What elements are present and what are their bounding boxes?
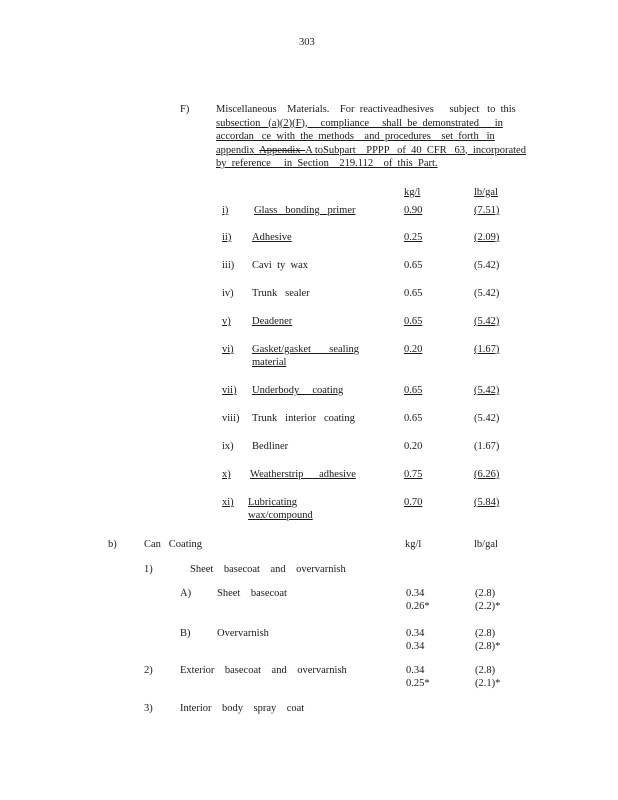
- section-f-line: accordan ce with the methods and procedures set forth in: [216, 131, 495, 142]
- material-lb: (2.09): [474, 232, 500, 243]
- section-f-text: A toSubpart PPPP of 40 CFR 63, incorporated: [305, 144, 526, 156]
- material-kg: 0.65: [404, 413, 423, 424]
- kg-header: kg/l: [404, 187, 421, 198]
- can-item-kg-alt: 0.25*: [406, 678, 430, 689]
- material-kg: 0.65: [404, 260, 423, 271]
- can-item-kg: 0.34: [406, 588, 425, 599]
- section-f-paragraph: [216, 103, 526, 171]
- can-item-lb-alt: (2.2)*: [475, 601, 501, 612]
- material-number: vi): [222, 344, 234, 355]
- material-kg: 0.90: [404, 205, 423, 216]
- can-item-lb: (2.8): [475, 588, 496, 599]
- section-f-line: Miscellaneous Materials. For reactiveadhesives subject to this: [216, 104, 516, 115]
- page-number: 303: [299, 37, 315, 48]
- section-b-title: Can Coating: [144, 539, 203, 550]
- material-name: Weatherstrip adhesive: [250, 469, 356, 480]
- can-item-number: 1): [144, 564, 153, 575]
- can-item-label: Overvarnish: [217, 628, 269, 639]
- material-number: ix): [222, 441, 234, 452]
- can-item-number: B): [180, 628, 191, 639]
- can-item-lb: (2.8): [475, 628, 496, 639]
- material-lb: (5.42): [474, 288, 500, 299]
- can-item-number: 3): [144, 703, 153, 714]
- section-f-marker: F): [180, 104, 190, 115]
- section-b-lb-header: lb/gal: [474, 539, 498, 550]
- section-f-line: subsection (a)(2)(F), compliance shall be demonstrated in: [216, 117, 503, 129]
- can-item-number: 2): [144, 665, 153, 676]
- section-b-kg-header: kg/l: [405, 539, 422, 550]
- can-item-label: Exterior basecoat and overvarnish: [180, 665, 347, 676]
- material-kg: 0.65: [404, 288, 423, 299]
- material-name: Cavi ty wax: [252, 260, 308, 271]
- material-name: Lubricating: [248, 497, 297, 508]
- material-kg: 0.20: [404, 344, 423, 355]
- material-kg: 0.75: [404, 469, 423, 480]
- material-name: Glass bonding primer: [254, 205, 356, 216]
- can-item-lb-alt: (2.8)*: [475, 641, 501, 652]
- material-kg: 0.20: [404, 441, 423, 452]
- material-name-cont: material: [252, 357, 287, 368]
- material-kg: 0.65: [404, 385, 423, 396]
- material-lb: (5.42): [474, 316, 500, 327]
- material-name-cont: wax/compound: [248, 510, 313, 521]
- material-name: Trunk interior coating: [252, 413, 355, 424]
- material-name: Underbody coating: [252, 385, 344, 396]
- material-number: ii): [222, 232, 232, 243]
- material-lb: (7.51): [474, 205, 500, 216]
- material-lb: (5.42): [474, 385, 500, 396]
- can-item-label: Sheet basecoat and overvarnish: [190, 564, 346, 575]
- material-number: viii): [222, 413, 240, 424]
- section-f-line: [216, 144, 526, 158]
- material-name: Trunk sealer: [252, 288, 310, 299]
- struck-text: Appendix: [259, 144, 306, 156]
- material-lb: (5.42): [474, 260, 500, 271]
- can-item-kg-alt: 0.26*: [406, 601, 430, 612]
- material-number: xi): [222, 497, 234, 508]
- material-number: x): [222, 469, 231, 480]
- material-kg: 0.70: [404, 497, 423, 508]
- can-item-lb-alt: (2.1)*: [475, 678, 501, 689]
- can-item-number: A): [180, 588, 192, 599]
- material-number: iii): [222, 260, 235, 271]
- material-lb: (6.26): [474, 469, 500, 480]
- material-lb: (1.67): [474, 441, 500, 452]
- material-lb: (5.42): [474, 413, 500, 424]
- material-name: Deadener: [252, 316, 293, 327]
- can-item-kg: 0.34: [406, 628, 425, 639]
- can-item-label: Sheet basecoat: [217, 588, 287, 599]
- material-lb: (5.84): [474, 497, 500, 508]
- material-kg: 0.25: [404, 232, 423, 243]
- material-name: Adhesive: [252, 232, 292, 243]
- material-number: iv): [222, 288, 234, 299]
- material-name: Bedliner: [252, 441, 289, 452]
- can-item-label: Interior body spray coat: [180, 703, 305, 714]
- material-number: v): [222, 316, 231, 327]
- material-number: i): [222, 205, 229, 216]
- material-name: Gasket/gasket sealing: [252, 344, 360, 355]
- can-item-kg: 0.34: [406, 665, 425, 676]
- material-number: vii): [222, 385, 237, 396]
- lb-header: lb/gal: [474, 187, 498, 198]
- section-f-line: by reference in Section 219.112 of this Part.: [216, 158, 438, 169]
- can-item-kg-alt: 0.34: [406, 641, 425, 652]
- section-f-text: appendix: [216, 144, 260, 156]
- material-lb: (1.67): [474, 344, 500, 355]
- material-kg: 0.65: [404, 316, 423, 327]
- section-b-marker: b): [108, 539, 117, 550]
- can-item-lb: (2.8): [475, 665, 496, 676]
